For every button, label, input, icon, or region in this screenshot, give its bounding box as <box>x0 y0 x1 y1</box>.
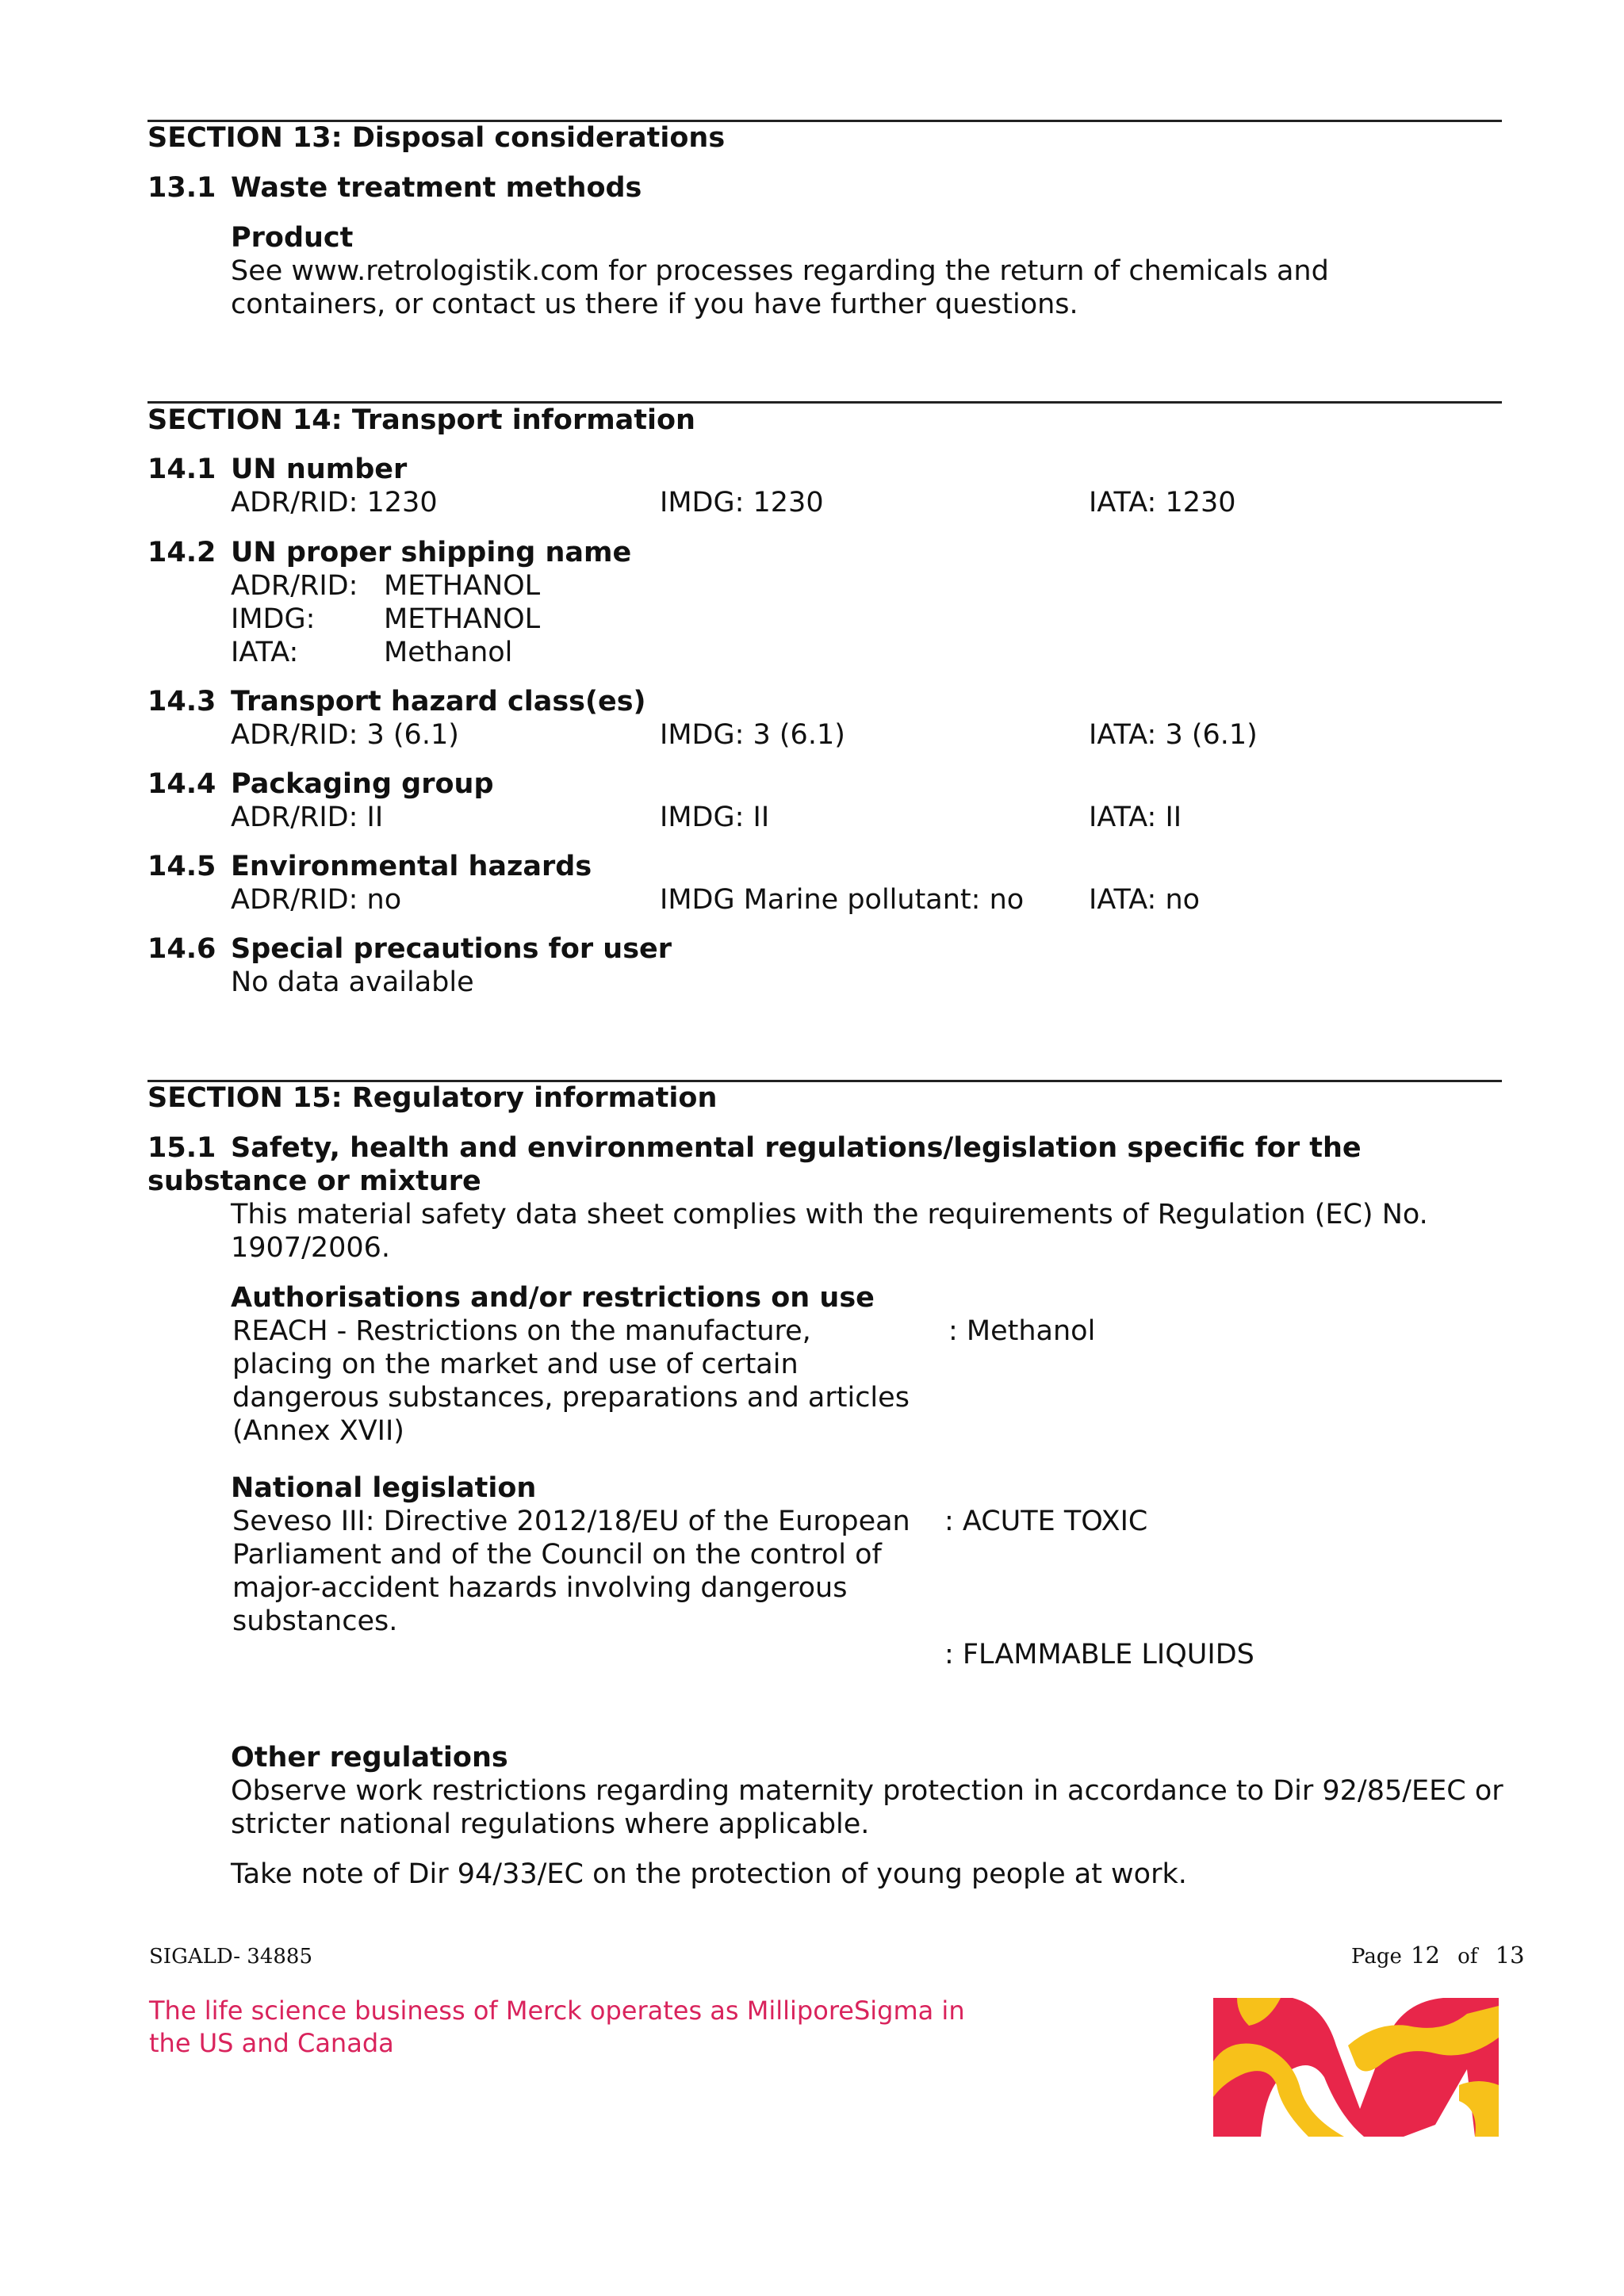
iata-value: IATA: 3 (6.1) <box>1089 719 1258 751</box>
shipping-name-value: METHANOL <box>384 570 541 602</box>
product-label: Product <box>231 222 354 254</box>
national-legislation-heading: National legislation <box>231 1472 537 1504</box>
page-word: Page <box>1351 1945 1402 1969</box>
adr-rid-value: ADR/RID: no <box>231 884 402 916</box>
authorisations-text-line: REACH - Restrictions on the manufacture, <box>232 1315 811 1347</box>
shipping-name-value: METHANOL <box>384 603 541 635</box>
subsection-title: UN number <box>231 453 408 485</box>
of-word: of <box>1457 1945 1478 1969</box>
subsection-number: 14.5 <box>147 851 216 882</box>
adr-rid-value: ADR/RID: 3 (6.1) <box>231 719 459 751</box>
authorisations-heading: Authorisations and/or restrictions on use <box>231 1282 875 1314</box>
subsection-number: 15.1 <box>147 1132 216 1164</box>
subsection-number: 14.3 <box>147 686 216 718</box>
adr-rid-value: ADR/RID: 1230 <box>231 487 438 519</box>
document-id: SIGALD- 34885 <box>149 1945 312 1969</box>
product-text-line: containers, or contact us there if you have further questions. <box>231 289 1078 320</box>
subsection-title: Safety, health and environmental regulations/legislation specific for the <box>231 1132 1362 1164</box>
seveso-category-value: : FLAMMABLE LIQUIDS <box>944 1639 1254 1670</box>
authorisations-text-line: dangerous substances, preparations and articles <box>232 1382 910 1414</box>
national-legislation-text-line: major-accident hazards involving dangerous <box>232 1572 848 1604</box>
shipping-name-label: IMDG: <box>231 603 316 635</box>
iata-value: IATA: II <box>1089 802 1182 833</box>
imdg-value: IMDG: 1230 <box>660 487 824 519</box>
product-text-line: See www.retrologistik.com for processes regarding the return of chemicals and <box>231 255 1329 287</box>
other-regulations-text-line: Observe work restrictions regarding maternity protection in accordance to Dir 92/85/EEC or <box>231 1775 1503 1807</box>
tagline-line: The life science business of Merck operates as MilliporeSigma in <box>149 1996 965 2026</box>
adr-rid-value: ADR/RID: II <box>231 802 384 833</box>
subsection-number: 13.1 <box>147 172 216 204</box>
national-legislation-text-line: Parliament and of the Council on the control of <box>232 1539 882 1571</box>
regulation-intro-line: 1907/2006. <box>231 1232 391 1264</box>
shipping-name-label: ADR/RID: <box>231 570 358 602</box>
authorisations-value: : Methanol <box>948 1315 1096 1347</box>
page-current: 12 <box>1411 1942 1440 1969</box>
iata-value: IATA: 1230 <box>1089 487 1236 519</box>
merck-logo-icon <box>1205 1990 1508 2141</box>
logo-yellow-shape <box>1459 2081 1499 2137</box>
shipping-name-label: IATA: <box>231 637 299 668</box>
subsection-title: Special precautions for user <box>231 933 672 965</box>
subsection-number: 14.2 <box>147 537 216 568</box>
subsection-number: 14.6 <box>147 933 216 965</box>
subsection-title-continued: substance or mixture <box>147 1165 481 1197</box>
other-regulations-text-line: stricter national regulations where applicable. <box>231 1808 870 1840</box>
section-13-heading: SECTION 13: Disposal considerations <box>147 122 726 154</box>
regulation-intro-line: This material safety data sheet complies with the requirements of Regulation (EC) No. <box>231 1199 1428 1230</box>
imdg-value: IMDG: 3 (6.1) <box>660 719 845 751</box>
authorisations-text-line: (Annex XVII) <box>232 1415 404 1447</box>
subsection-title: Packaging group <box>231 768 494 800</box>
imdg-value: IMDG Marine pollutant: no <box>660 884 1025 916</box>
page-indicator <box>1351 1941 1525 1969</box>
subsection-title: UN proper shipping name <box>231 537 632 568</box>
special-precautions-text: No data available <box>231 966 474 998</box>
subsection-number: 14.1 <box>147 453 216 485</box>
section-15-heading: SECTION 15: Regulatory information <box>147 1082 718 1114</box>
subsection-title: Transport hazard class(es) <box>231 686 646 718</box>
imdg-value: IMDG: II <box>660 802 770 833</box>
page-total: 13 <box>1495 1942 1525 1969</box>
subsection-title: Waste treatment methods <box>231 172 642 204</box>
tagline-line: the US and Canada <box>149 2028 394 2058</box>
authorisations-text-line: placing on the market and use of certain <box>232 1349 799 1380</box>
national-legislation-text-line: Seveso III: Directive 2012/18/EU of the European <box>232 1506 910 1537</box>
section-14-heading: SECTION 14: Transport information <box>147 404 695 436</box>
national-legislation-text-line: substances. <box>232 1605 398 1637</box>
shipping-name-value: Methanol <box>384 637 513 668</box>
iata-value: IATA: no <box>1089 884 1201 916</box>
subsection-number: 14.4 <box>147 768 216 800</box>
seveso-category-value: : ACUTE TOXIC <box>944 1506 1148 1537</box>
other-regulations-heading: Other regulations <box>231 1742 508 1774</box>
other-regulations-text-line: Take note of Dir 94/33/EC on the protection of young people at work. <box>231 1858 1187 1890</box>
subsection-title: Environmental hazards <box>231 851 592 882</box>
